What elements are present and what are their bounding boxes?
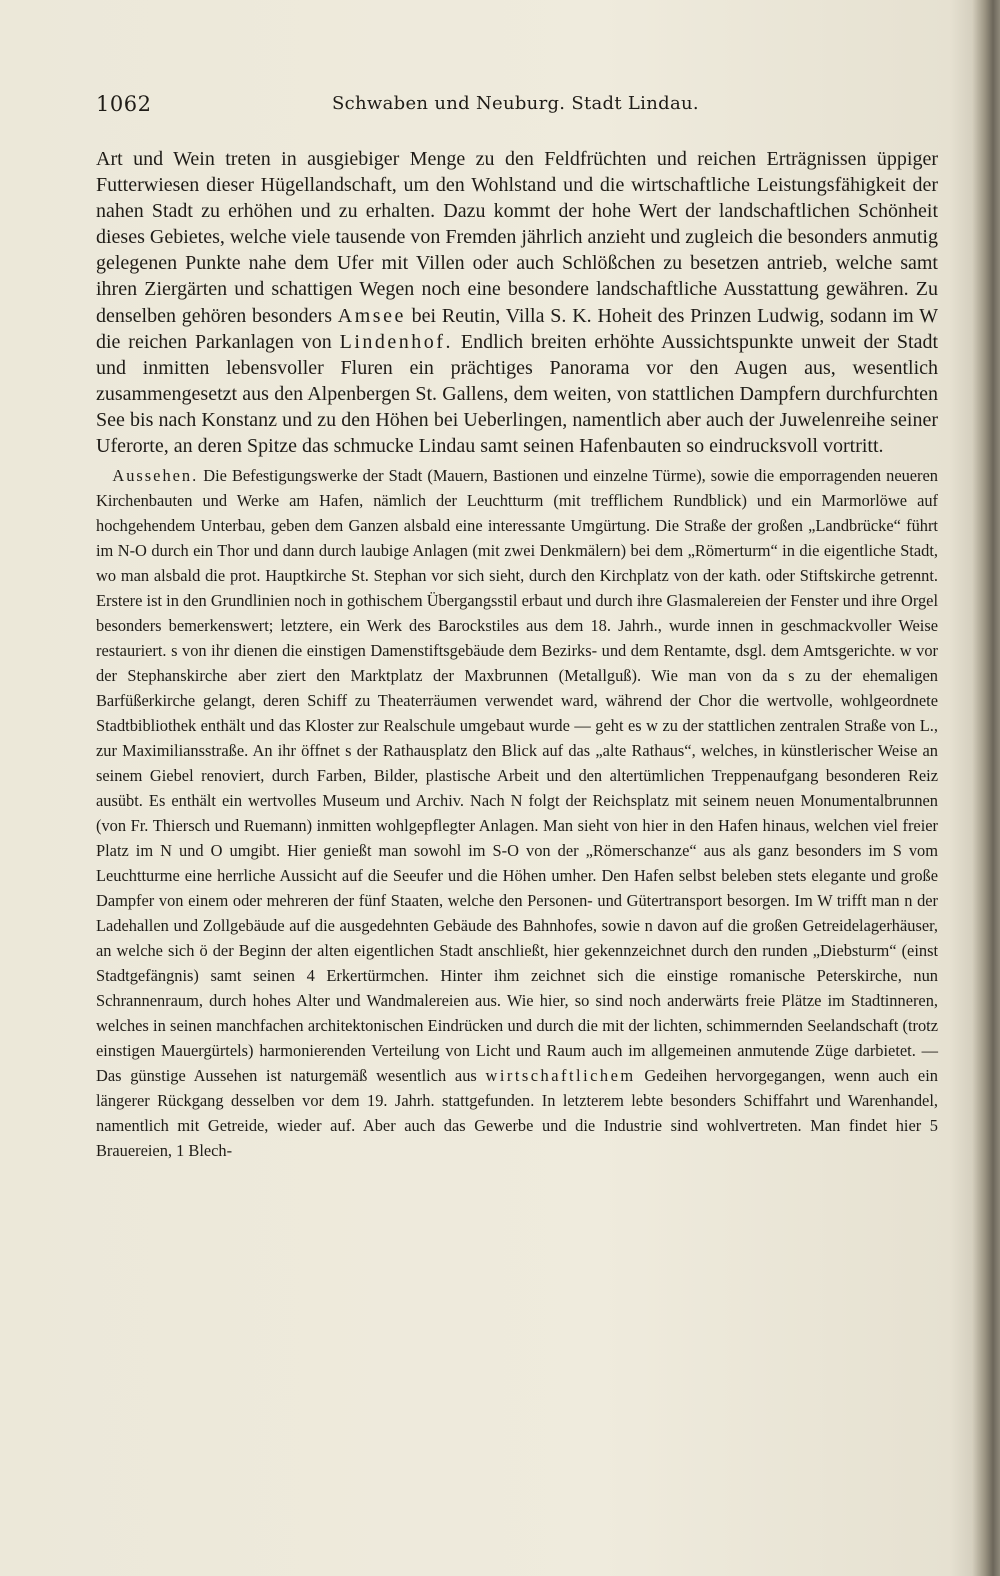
book-binding-edge <box>972 0 1000 1576</box>
page-number: 1062 <box>96 92 152 116</box>
section-heading: Aussehen. <box>112 466 199 486</box>
place-name-lindenhof: Lindenhof. <box>339 330 453 353</box>
lead-text-part-2: bei Reutin, Villa S. K. Hoheit des Prinzen Ludwig, sodann im W die reichen Parkanlagen von <box>96 304 938 353</box>
section-aussehen <box>96 463 938 1163</box>
section-text-end: Gedeihen hervorgegangen, wenn auch ein längerer Rückgang desselben vor dem 19. Jahrh. stattgefunden. In letzterem lebte besonders Schiffahrt und Warenhandel, namentlich mit Getreide, wieder auf. Aber auch das Gewerbe und die Industrie sind wohlvertreten. Man findet hier 5 Brauereien, 1 Blech- <box>96 1066 938 1161</box>
section-text: Die Befestigungswerke der Stadt (Mauern, Bastionen und einzelne Türme), sowie die emporragenden neueren Kirchenbauten und Werke am Hafen, nämlich der Leuchtturm (mit trefflichem Rundblick) und ein Marmorlöwe auf hochgehendem Unterbau, geben dem Ganzen alsbald eine interessante Umgürtung. Die Straße der großen „Landbrücke“ führt im N-O durch ein Thor und dann durch laubige Anlagen (mit zwei Denkmälern) bei dem „Römerturm“ in die eigentliche Stadt, wo man alsbald die prot. Hauptkirche St. Stephan vor sich sieht, durch den Kirchplatz von der kath. oder Stiftskirche getrennt. Erstere ist in den Grundlinien noch in gothischem Übergangsstil erbaut und durch ihre Glasmalereien der Fenster und ihre Orgel besonders bemerkenswert; letztere, ein Werk des Barockstiles aus dem 18. Jahrh., wurde innen in geschmackvoller Weise restauriert. s von ihr dienen die einstigen Damenstiftsgebäude dem Bezirks- und dem Rentamte, dsgl. dem Amtsgerichte. w vor der Stephanskirche aber ziert den Marktplatz der Maxbrunnen (Metallguß). Wie man von da s zu der ehemaligen Barfüßerkirche gelangt, deren Schiff zu Theaterräumen verwendet ward, während der Chor die wertvolle, wohlgeordnete Stadtbibliothek enthält und das Kloster zur Realschule umgebaut wurde — geht es w zu der stattlichen zentralen Straße von L., zur Maximiliansstraße. An ihr öffnet s der Rathausplatz den Blick auf das „alte Rathaus“, welches, in künstlerischer Weise an seinem Giebel renoviert, durch Farben, Bilder, plastische Arbeit und den altertümlichen Treppenaufgang besonderen Reiz ausübt. Es enthält ein wertvolles Museum und Archiv. Nach N folgt der Reichsplatz mit seinem neuen Monumentalbrunnen (von Fr. Thiersch und Ruemann) inmitten wohlgepflegter Anlagen. Man sieht von hier in den Hafen hinaus, welchen viel freier Platz im N und O umgibt. Hier genießt man sowohl im S-O von der „Römerschanze“ aus als ganz besonders im S vom Leuchtturme eine herrliche Aussicht auf die Seeufer und die Höhen umher. Den Hafen selbst beleben stets elegante und große Dampfer von einem oder mehreren der fünf Staaten, welche den Personen- und Gütertransport besorgen. Im W trifft man n der Ladehallen und Zollgebäude auf die ausgedehnten Gebäude des Bahnhofes, sowie n davon auf die großen Getreidelagerhäuser, an welche sich ö der Beginn der alten eigentlichen Stadt anschließt, hier gekennzeichnet durch den runden „Diebsturm“ (einst Stadtgefängnis) samt seinen 4 Erkertürmchen. Hinter ihm zeichnet sich die einstige romanische Peterskirche, nun Schrannenraum, durch hohes Alter und Wandmalereien aus. Wie hier, so sind noch anderwärts freie Plätze im Stadtinneren, welches in seinen manchfachen architektonischen Eindrücken und durch die mit der lichten, schimmernden Seelandschaft (trotz einstigen Mauergürtels) harmonierenden Verteilung von Licht und Raum auch im allgemeinen anmutende Züge darbietet. — Das günstige Aussehen ist naturgemäß wesentlich aus <box>96 466 938 1086</box>
lead-paragraph <box>96 146 938 459</box>
running-title: Schwaben und Neuburg. Stadt Lindau. <box>332 93 699 114</box>
lead-text-part-1: Art und Wein treten in ausgiebiger Menge zu den Feldfrüchten und reichen Erträgnissen üppiger Futterwiesen dieser Hügellandschaft, um den Wohlstand und die wirtschaftliche Leistungsfähigkeit der nahen Stadt zu erhöhen und zu erhalten. Dazu kommt der hohe Wert der landschaftlichen Schönheit dieses Gebietes, welche viele tausende von Fremden jährlich anzieht und zugleich die besonders anmutig gelegenen Punkte nahe dem Ufer mit Villen oder auch Schlößchen zu besetzen antrieb, welche samt ihren Ziergärten und schattigen Wegen noch eine besondere landschaftliche Ausstattung gewähren. Zu denselben gehören besonders <box>96 148 938 327</box>
body-text <box>96 146 938 1163</box>
lead-text-part-3: Endlich breiten erhöhte Aussichtspunkte unweit der Stadt und inmitten lebensvoller Fluren ein prächtiges Panorama vor den Augen aus, wesentlich zusammengesetzt aus den Alpenbergen St. Gallens, dem weiten, von stattlichen Dampfern durchfurchten See bis nach Konstanz und zu den Höhen bei Ueberlingen, namentlich aber auch der Juwelenreihe seiner Uferorte, an deren Spitze das schmucke Lindau samt seinen Hafenbauten so eindrucksvoll vortritt. <box>96 330 939 458</box>
page-header <box>96 92 936 122</box>
place-name-amsee: Amsee <box>337 304 406 327</box>
emphasized-word: wirtschaftlichem <box>485 1066 636 1086</box>
